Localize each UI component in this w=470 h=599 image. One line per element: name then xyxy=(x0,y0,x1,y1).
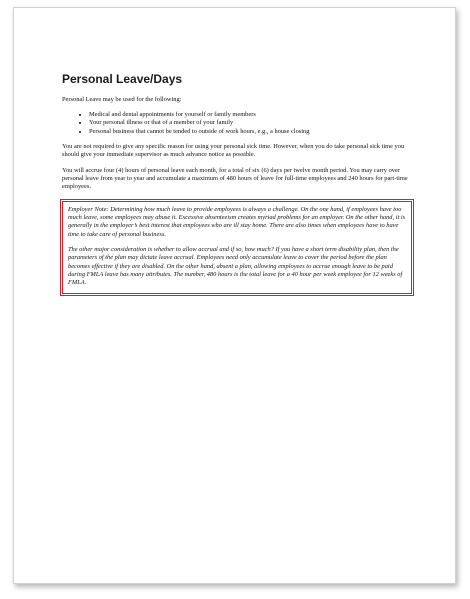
intro-paragraph: Personal Leave may be used for the following: xyxy=(62,95,182,103)
accrual-paragraph: You will accrue four (4) hours of personal leave each month, for a total of six (6) days per twelve month period. You may carry over personal leave from year to year and accumulate a maximum of 480 hours of leave for full-time employees and 240 hours for part-time employees. xyxy=(62,166,408,191)
employer-note-paragraph-2: The other major consideration is whether to allow accrual and if so, how much? If you have a short term disability plan, then the parameters of the plan may dictate leave accrual. Employees need only accumulate leave to cover the period before the plan becomes effective if they are disabled. On the other hand, absent a plan, allowing employees to accrue enough leave to be paid during FMLA leave has many attributes. The number, 480 hours is the total leave for a 40 hour per week employee for 12 weeks of FMLA. xyxy=(68,245,403,287)
document-page xyxy=(13,7,456,584)
list-item: • Personal business that cannot be tended to outside of work hours, e.g., a house closing xyxy=(89,128,412,136)
leave-uses-list xyxy=(62,111,412,136)
page-title: Personal Leave/Days xyxy=(62,72,183,86)
employer-note-paragraph-1: Employer Note: Determining how much leave to provide employees is always a challenge. On the one hand, if employees have too much leave, some employees may abuse it. Excessive absenteeism creates myriad problems for an employer. On the other hand, it is generally in the employer’s best interest that employees who are ill stay home. There are also times when employees have to have time to take care of personal business. xyxy=(68,205,406,238)
list-item: • Medical and dental appointments for yourself or family members xyxy=(89,111,412,119)
reason-paragraph: You are not required to give any specific reason for using your personal sick time. However, when you do take personal sick time you should give your immediate supervisor as much advance notice as possible. xyxy=(62,142,405,159)
list-item: • Your personal illness or that of a member of your family xyxy=(89,119,412,127)
page-content xyxy=(62,72,412,294)
employer-note-box xyxy=(62,201,412,294)
